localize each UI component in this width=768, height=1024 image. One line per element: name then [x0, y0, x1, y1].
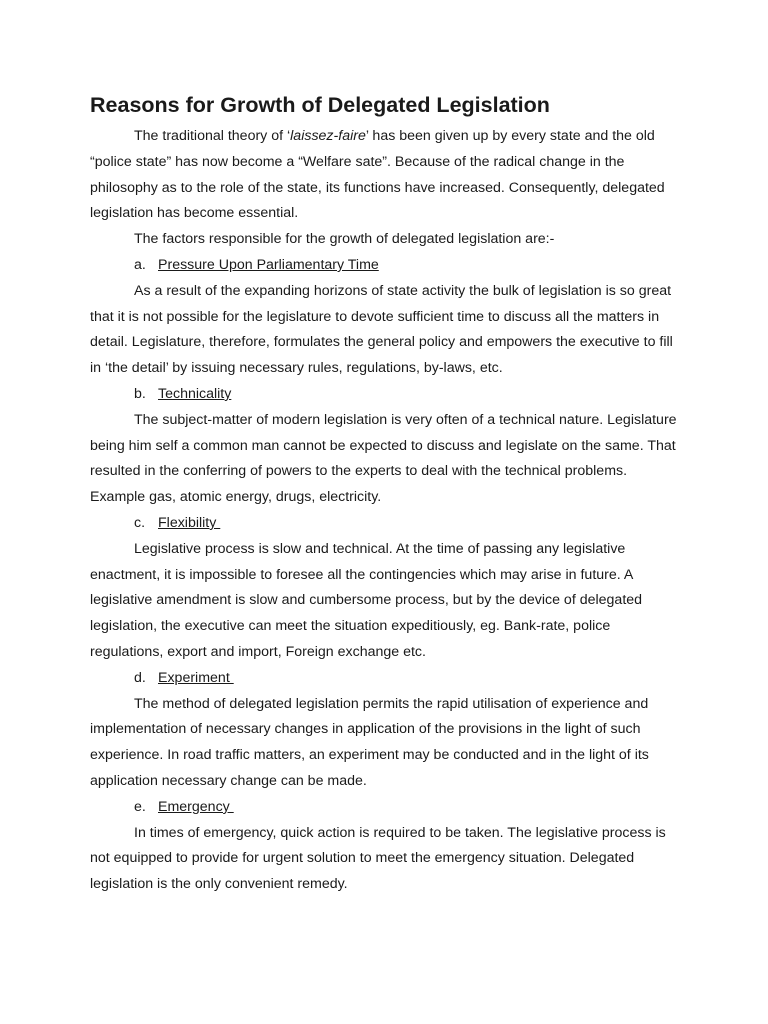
- heading-text: Emergency: [158, 798, 234, 815]
- section-body-d: The method of delegated legislation permits the rapid utilisation of experience and implementation of necessary changes in application of the provisions in the light of such experience. In road traffic matters, an experiment may be conducted and in the light of its application necessary change can be made.: [90, 695, 649, 789]
- section-body-e: In times of emergency, quick action is required to be taken. The legislative process is not equipped to provide for urgent solution to meet the emergency situation. Delegated legislation is the only convenient remedy.: [90, 824, 666, 893]
- section-heading-b: [90, 382, 678, 408]
- heading-text: Flexibility: [158, 514, 221, 531]
- section-body-c: Legislative process is slow and technical. At the time of passing any legislative enactment, it is impossible to foresee all the contingencies which may arise in future. A legislative amendment is slow and cumbersome process, but by the device of delegated legislation, the executive can meet the situation expeditiously, eg. Bank-rate, police regulations, export and import, Foreign exchange etc.: [90, 540, 643, 660]
- document-title: Reasons for Growth of Delegated Legislation: [90, 93, 550, 117]
- intro-text-before: The traditional theory of ‘: [134, 128, 291, 144]
- heading-text: Pressure Upon Parliamentary Time: [158, 256, 379, 273]
- intro-paragraph: [90, 124, 678, 227]
- intro-italic-term: laissez-faire: [290, 128, 366, 144]
- list-marker: b.: [134, 385, 146, 402]
- section-heading-a: [90, 253, 678, 279]
- section-heading-d: [90, 666, 678, 692]
- section-heading-c: [90, 511, 678, 537]
- heading-text: Technicality: [158, 385, 232, 402]
- list-marker: c.: [134, 514, 146, 531]
- list-marker: e.: [134, 798, 146, 815]
- list-marker: a.: [134, 256, 146, 273]
- factors-intro-paragraph: The factors responsible for the growth of delegated legislation are:-: [134, 231, 555, 248]
- section-heading-e: [90, 795, 678, 821]
- heading-text: Experiment: [158, 669, 234, 686]
- section-body-b: The subject-matter of modern legislation is very often of a technical nature. Legislature being him self a common man cannot be expected to discuss and legislate on the same. That resulted in the conferring of powers to the experts to deal with the technical problems. Example gas, atomic energy, drugs, electricity.: [90, 411, 677, 506]
- list-marker: d.: [134, 669, 146, 686]
- section-body-a: As a result of the expanding horizons of state activity the bulk of legislation is so great that it is not possible for the legislature to devote sufficient time to discuss all the matters in detail. Legislature, therefore, formulates the general policy and empowers the executive to fill in ‘the detail’ by issuing necessary rules, regulations, by-laws, etc.: [90, 282, 673, 377]
- intro-text-after: ’ has been given up by every state and the old “police state” has now become a “Welfare sate”. Because of the radical change in the philosophy as to the role of the state, its functions have increased. Consequently, delegated legislation has become essential.: [90, 128, 665, 222]
